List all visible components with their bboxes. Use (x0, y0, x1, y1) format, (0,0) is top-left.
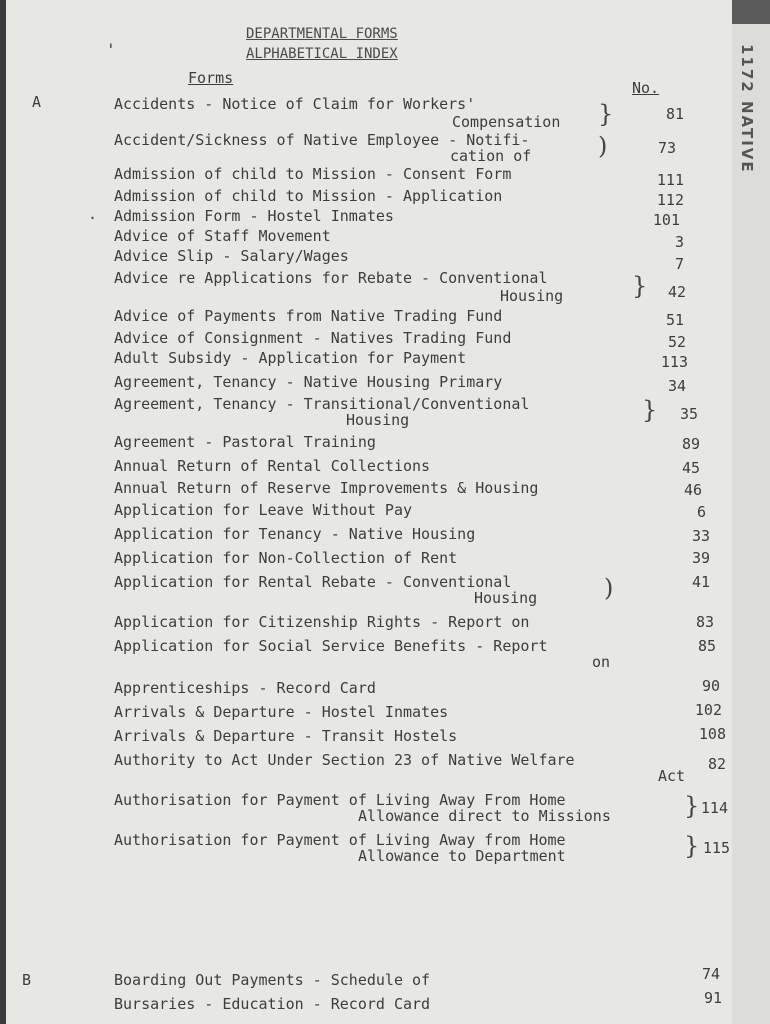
form-entry-label: Application for Rental Rebate - Conventional (114, 573, 512, 591)
handwritten-tab-note: 1172 NATIVE (738, 44, 756, 174)
index-subtitle: ALPHABETICAL INDEX (246, 46, 398, 62)
form-number: 73 (657, 139, 676, 157)
form-number: 3 (674, 233, 684, 251)
form-number: 89 (681, 435, 700, 453)
form-number: 41 (691, 573, 710, 591)
form-entry-label: Arrivals & Departure - Hostel Inmates (114, 703, 449, 721)
form-number: 34 (667, 377, 686, 395)
form-number: 115 (702, 839, 730, 857)
form-entry-label: Application for Social Service Benefits - Report (114, 637, 548, 655)
form-number: 51 (665, 311, 684, 329)
form-number: 91 (703, 989, 722, 1007)
form-number: 113 (660, 353, 688, 371)
form-number: 42 (667, 283, 686, 301)
tick-mark: ' (106, 40, 116, 59)
form-number: 6 (696, 503, 706, 521)
form-entry-label: Admission of child to Mission - Consent Form (114, 165, 512, 183)
form-number: 39 (691, 549, 710, 567)
brace: ) (598, 132, 608, 160)
brace: ) (604, 574, 614, 602)
form-number: 52 (667, 333, 686, 351)
form-entry-label: Advice of Consignment - Natives Trading Fund (114, 329, 512, 347)
form-number: 112 (656, 191, 684, 209)
form-number: 102 (694, 701, 722, 719)
form-entry-label-cont: Housing (346, 411, 410, 429)
form-number: 114 (700, 799, 728, 817)
form-entry-label: Agreement, Tenancy - Native Housing Primary (114, 373, 503, 391)
form-entry-label: Boarding Out Payments - Schedule of (114, 971, 431, 989)
section-letter-b: B (22, 971, 32, 989)
form-entry-label: Advice of Staff Movement (114, 227, 331, 245)
form-entry-label: Advice of Payments from Native Trading Fund (114, 307, 503, 325)
form-entry-label-cont: Housing (500, 287, 564, 305)
form-entry-label-cont: cation of (450, 147, 532, 165)
form-entry-label: Accident/Sickness of Native Employee - Notifi- (114, 131, 530, 149)
forms-column-label: Forms (188, 69, 234, 87)
brace: } (642, 396, 658, 424)
form-entry-label-cont: Housing (474, 589, 538, 607)
form-number: 45 (681, 459, 700, 477)
brace: } (684, 832, 700, 860)
form-entry-label: Annual Return of Rental Collections (114, 457, 431, 475)
form-entry-label: Authority to Act Under Section 23 of Native Welfare (114, 751, 575, 769)
form-entry-label: Advice Slip - Salary/Wages (114, 247, 349, 265)
section-letter-a: A (32, 93, 42, 111)
form-number: 74 (701, 965, 720, 983)
brace: } (632, 272, 648, 300)
form-entry-label: Advice re Applications for Rebate - Conventional (114, 269, 548, 287)
form-number: 111 (656, 171, 684, 189)
bullet-mark: . (88, 205, 98, 223)
form-entry-label: Arrivals & Departure - Transit Hostels (114, 727, 458, 745)
form-number: 101 (652, 211, 680, 229)
form-entry-label: Agreement - Pastoral Training (114, 433, 376, 451)
form-entry-label: Application for Non-Collection of Rent (114, 549, 458, 567)
form-entry-label-cont: Allowance to Department (358, 847, 566, 865)
form-entry-label: Authorisation for Payment of Living Away from Home (114, 831, 566, 849)
form-entry-label: Application for Citizenship Rights - Report on (114, 613, 530, 631)
form-entry-label-cont: Allowance direct to Missions (358, 807, 611, 825)
form-entry-label: Bursaries - Education - Record Card (114, 995, 431, 1013)
form-number: 108 (698, 725, 726, 743)
form-number: 33 (691, 527, 710, 545)
number-column-label: No. (632, 79, 660, 97)
document-page (6, 0, 732, 1024)
brace: } (684, 792, 700, 820)
form-entry-label-cont: Compensation (452, 113, 561, 131)
form-entry-label: Adult Subsidy - Application for Payment (114, 349, 467, 367)
form-number: 35 (679, 405, 698, 423)
form-entry-label: Admission of child to Mission - Application (114, 187, 503, 205)
form-number: 82 (707, 755, 726, 773)
brace: } (598, 100, 614, 128)
form-entry-label-cont: Act (658, 767, 686, 785)
form-entry-label: Apprenticeships - Record Card (114, 679, 376, 697)
tab-shadow (732, 0, 770, 24)
form-number: 7 (674, 255, 684, 273)
form-entry-label-cont: on (592, 653, 611, 671)
form-entry-label: Application for Tenancy - Native Housing (114, 525, 476, 543)
form-number: 85 (697, 637, 716, 655)
form-number: 46 (683, 481, 702, 499)
form-entry-label: Accidents - Notice of Claim for Workers' (114, 95, 476, 113)
form-number: 81 (665, 105, 684, 123)
form-entry-label: Admission Form - Hostel Inmates (114, 207, 394, 225)
form-entry-label: Agreement, Tenancy - Transitional/Conventional (114, 395, 530, 413)
form-entry-label: Annual Return of Reserve Improvements & Housing (114, 479, 539, 497)
form-entry-label: Authorisation for Payment of Living Away From Home (114, 791, 566, 809)
form-number: 90 (701, 677, 720, 695)
form-number: 83 (695, 613, 714, 631)
form-entry-label: Application for Leave Without Pay (114, 501, 413, 519)
index-title: DEPARTMENTAL FORMS (246, 26, 398, 42)
